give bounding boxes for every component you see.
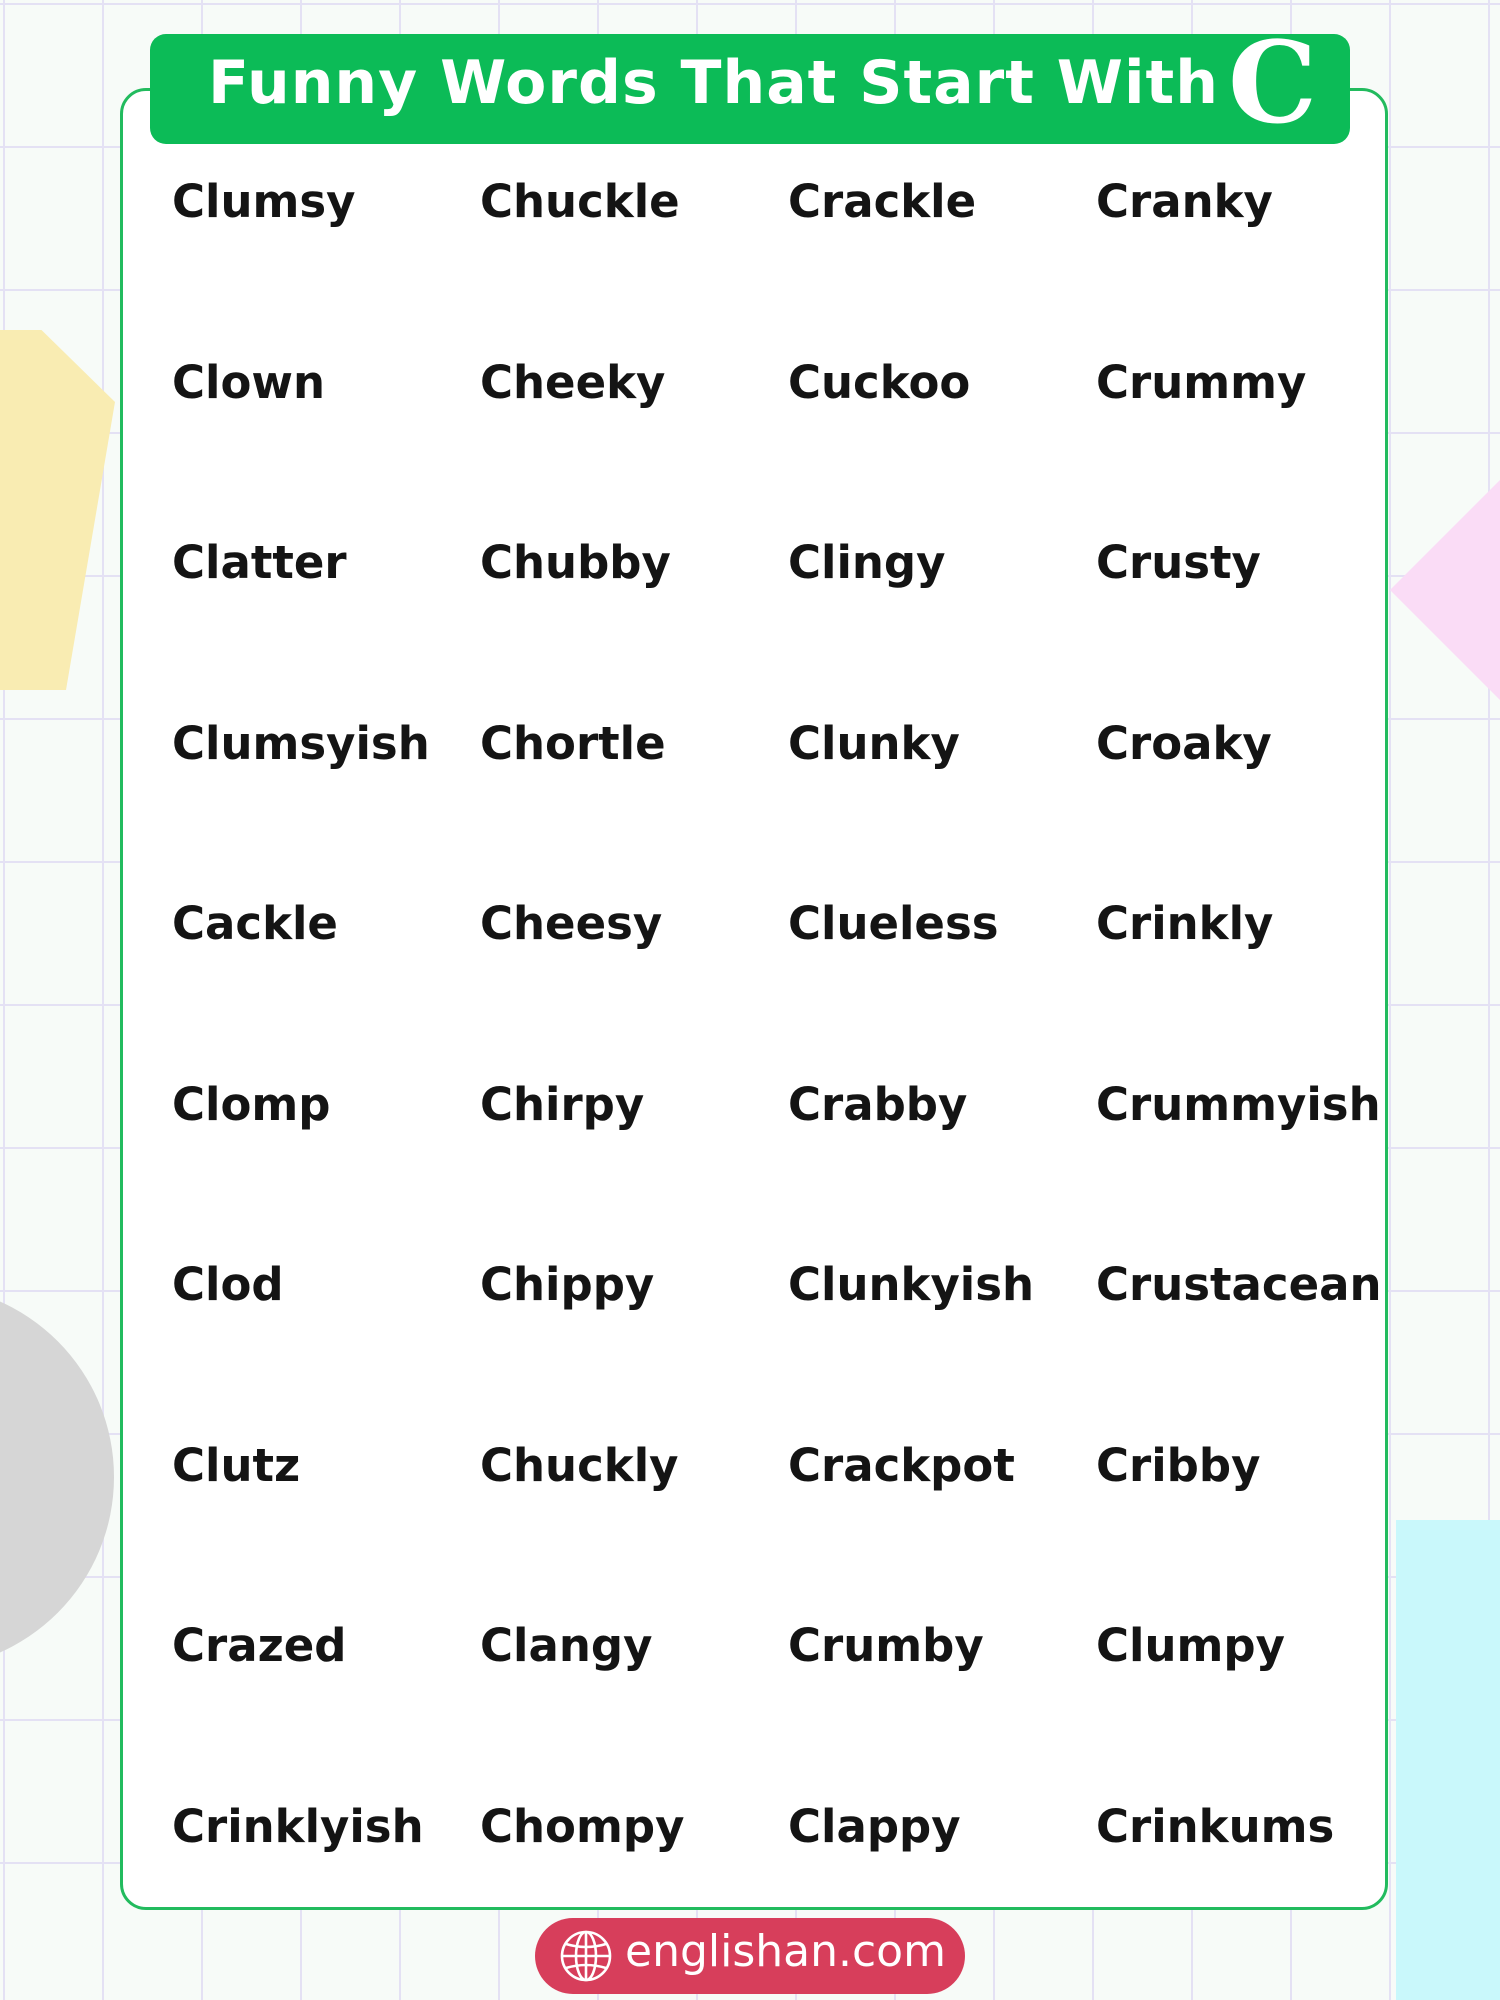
word-item: Crusty — [1096, 536, 1261, 589]
word-item: Crustacean — [1096, 1258, 1382, 1311]
word-item: Crinklyish — [172, 1799, 424, 1853]
word-item: Clomp — [172, 1077, 331, 1131]
word-item: Cheesy — [480, 897, 663, 950]
page-title: Funny Words That Start With — [208, 48, 1219, 118]
word-item: Croaky — [1096, 716, 1272, 770]
word-item: Chuckle — [480, 175, 680, 228]
word-item: Crinkly — [1096, 897, 1274, 950]
decorative-yellow-pentagon — [0, 330, 115, 690]
word-item: Chippy — [480, 1258, 655, 1311]
word-item: Clingy — [788, 536, 946, 589]
word-item: Clutz — [172, 1438, 301, 1492]
word-item: Clatter — [172, 536, 347, 589]
word-item: Clumsyish — [172, 716, 430, 770]
word-item: Clunky — [788, 716, 960, 770]
word-item: Chompy — [480, 1799, 685, 1853]
title-letter: C — [1228, 18, 1318, 149]
word-item: Clumsy — [172, 175, 356, 228]
word-item: Chirpy — [480, 1077, 645, 1131]
word-item: Chortle — [480, 716, 666, 770]
word-item: Clangy — [480, 1619, 653, 1672]
decorative-cyan-block — [1396, 1520, 1500, 2000]
word-item: Clueless — [788, 897, 999, 950]
word-item: Crazed — [172, 1619, 347, 1672]
word-item: Crummy — [1096, 355, 1307, 409]
word-item: Chubby — [480, 536, 671, 589]
word-item: Cackle — [172, 897, 338, 950]
decorative-pink-diamond — [1390, 470, 1500, 710]
word-item: Crumby — [788, 1619, 984, 1672]
word-item: Cranky — [1096, 175, 1273, 228]
word-item: Crackpot — [788, 1438, 1015, 1492]
title-banner — [150, 18, 1350, 149]
word-item: Clunkyish — [788, 1258, 1035, 1311]
word-item: Clod — [172, 1258, 284, 1311]
decorative-gray-circle — [0, 1285, 114, 1669]
word-grid — [172, 172, 1400, 1977]
word-item: Chuckly — [480, 1438, 679, 1492]
word-item: Cribby — [1096, 1438, 1261, 1492]
word-item: Clumpy — [1096, 1619, 1285, 1672]
word-item: Crummyish — [1096, 1077, 1381, 1131]
globe-icon — [559, 1929, 613, 1983]
word-item: Clown — [172, 355, 325, 409]
word-item: Clappy — [788, 1799, 961, 1853]
word-item: Crackle — [788, 175, 977, 228]
word-item: Cheeky — [480, 355, 666, 409]
website-badge — [535, 1918, 965, 1994]
website-url: englishan.com — [625, 1926, 946, 1977]
word-item: Crabby — [788, 1077, 968, 1131]
word-item: Crinkums — [1096, 1799, 1335, 1853]
word-item: Cuckoo — [788, 355, 971, 409]
